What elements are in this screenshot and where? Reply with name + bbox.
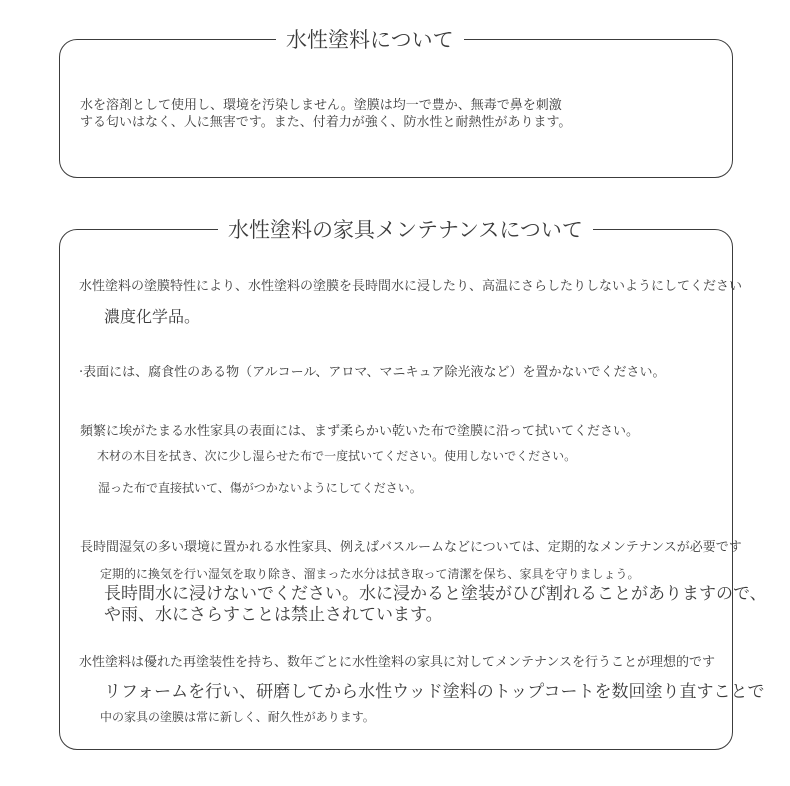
maintenance-line: 湿った布で直接拭いて、傷がつかないようにしてください。 (98, 481, 422, 495)
maintenance-line: ·表面には、腐食性のある物（アルコール、アロマ、マニキュア除光液など）を置かないでください。 (79, 365, 666, 380)
maintenance-line: 木材の木目を拭き、次に少し湿らせた布で一度拭いてください。使用しないでください。 (97, 449, 577, 463)
maintenance-line: 長時間湿気の多い環境に置かれる水性家具、例えばバスルームなどについては、定期的なメンテナンスが必要です (80, 540, 742, 555)
maintenance-line: 長時間水に浸けないでください。水に浸かると塗装がひび割れることがありますので、 (104, 584, 767, 604)
maintenance-line: 中の家具の塗膜は常に新しく、耐久性があります。 (100, 710, 375, 724)
maintenance-line: 水性塗料の塗膜特性により、水性塗料の塗膜を長時間水に浸したり、高温にさらしたりしないようにしてください (79, 279, 743, 294)
maintenance-line: 定期的に換気を行い湿気を取り除き、溜まった水分は拭き取って清潔を保ち、家具を守りましょう。 (100, 567, 640, 581)
maintenance-line: リフォームを行い、研磨してから水性ウッド塗料のトップコートを数回塗り直すことで (104, 682, 765, 702)
maintenance-line: 水性塗料は優れた再塗装性を持ち、数年ごとに水性塗料の家具に対してメンテナンスを行うことが理想的です (79, 655, 715, 670)
section-about-title: 水性塗料について (276, 26, 464, 54)
maintenance-line: や雨、水にさらすことは禁止されています。 (104, 605, 443, 625)
maintenance-line: 頻繁に埃がたまる水性家具の表面には、まず柔らかい乾いた布で塗膜に沿って拭いてください。 (80, 424, 640, 439)
section-about-line: する匂いはなく、人に無害です。また、付着力が強く、防水性と耐熱性があります。 (80, 115, 572, 130)
section-maintenance-title: 水性塗料の家具メンテナンスについて (218, 216, 593, 244)
maintenance-line: 濃度化学品。 (104, 307, 201, 326)
section-about-line: 水を溶剤として使用し、環境を汚染しません。塗膜は均一で豊か、無毒で鼻を刺激 (80, 98, 562, 113)
